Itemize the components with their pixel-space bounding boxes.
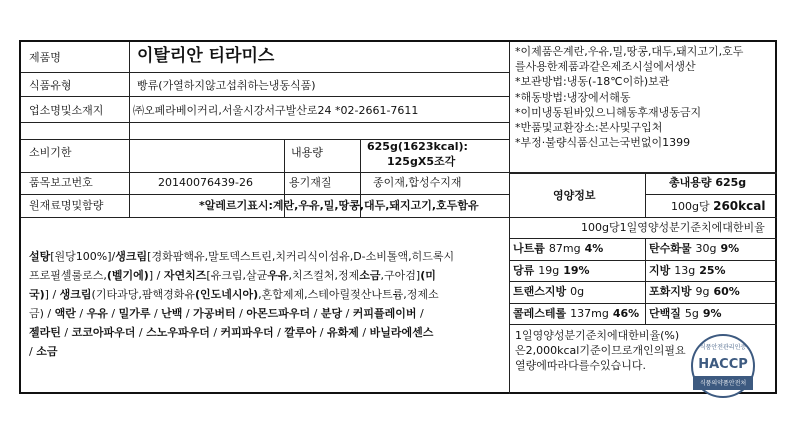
nutrient-part: 9g	[695, 285, 710, 298]
nutrient-cell	[649, 264, 730, 278]
nutrient-part: 트랜스지방	[513, 285, 567, 298]
nutrient-part: 탄수화물	[649, 242, 692, 255]
report-value: 20140076439-26	[158, 176, 253, 189]
note-line: *이미냉동된바있으니해동후재냉동금지	[515, 105, 702, 119]
nutrient-part: 19g	[538, 263, 560, 277]
maker-label: 업소명및소재지	[29, 104, 104, 117]
note-line: *반품및교환장소:본사및구입처	[515, 121, 663, 135]
note-line: *부정·불량식품신고는국번없이1399	[515, 136, 691, 150]
nutrient-part: 9%	[702, 306, 722, 320]
nutrient-part: 0g	[570, 285, 585, 298]
nutrition-total: 총내용량 625g	[669, 176, 747, 189]
seal-bottom-text: 식품의약품안전처	[699, 380, 747, 387]
label-table	[19, 40, 777, 394]
nutrient-part: 단백질	[649, 306, 681, 320]
note-line: *이제품은계란,우유,밀,땅콩,대두,돼지고기,호두	[515, 45, 744, 58]
expiry-label: 소비기한	[29, 146, 72, 159]
seal-top-text: 식품안전관리인증	[699, 344, 747, 351]
notes-block	[515, 44, 775, 150]
nutrient-part: 46%	[612, 306, 640, 320]
volume-value-2: 125gX5조각	[387, 155, 456, 168]
footnote-line: 은2,000kcal기준이므로개인의필요	[515, 344, 686, 357]
nutrient-part: 25%	[699, 263, 726, 277]
nutrient-part: 콜레스테롤	[513, 306, 567, 320]
product-name-label: 제품명	[29, 51, 61, 64]
nutrition-serving	[671, 199, 765, 214]
nutrient-part: 60%	[713, 285, 740, 298]
ingredients-line: 국)] / 생크림(기타과당,팜핵경화유(인도네시아),혼합제제,스테아릴젖산나트륨,정제소	[29, 288, 439, 301]
nutrition-header: 100g당1일영양성분기준치에대한비율	[581, 221, 765, 234]
nutrient-part: 137mg	[570, 306, 609, 320]
nutrient-part: 9%	[720, 242, 740, 255]
nutrient-part: 지방	[649, 263, 671, 277]
nutrient-part: 87mg	[548, 242, 581, 255]
report-label: 품목보고번호	[29, 176, 93, 189]
ingredients-label: 원재료명및함량	[29, 199, 104, 212]
ingredients-line: / 소금	[29, 345, 58, 358]
nutrient-part: 당류	[513, 263, 535, 277]
food-type-value: 빵류(가열하지않고섭취하는냉동식품)	[137, 79, 316, 92]
volume-value-1: 625g(1623kcal):	[367, 140, 468, 153]
nutrient-part: 4%	[584, 242, 604, 255]
nutrition-title: 영양정보	[553, 189, 596, 202]
ingredients-line: 젤라틴 / 코코아파우더 / 스노우파우더 / 커피파우더 / 깔루아 / 유화제 / 바닐라에센스	[29, 326, 434, 339]
haccp-seal-icon	[691, 334, 755, 398]
volume-label: 내용량	[291, 146, 323, 159]
serving-kcal: 260kcal	[713, 199, 766, 213]
maker-value: ㈜오페라베이커리,서울시강서구발산로24 *02-2661-7611	[133, 104, 419, 117]
footnote-line: 열량에따라다를수있습니다.	[515, 359, 647, 372]
nutrient-part: 5g	[684, 306, 699, 320]
package-label: 용기재질	[289, 176, 332, 189]
nutrient-part: 30g	[695, 242, 717, 255]
nutrient-part: 13g	[674, 263, 696, 277]
note-line: *보관방법:냉동(-18℃이하)보관	[515, 75, 670, 89]
nutrient-cell	[513, 307, 643, 321]
serving-grams: 100g당	[671, 200, 710, 213]
nutrient-cell	[513, 264, 594, 278]
nutrient-part: 19%	[563, 263, 590, 277]
ingredients-line: 설탕[원당100%]/생크림[경화팜핵유,말토덱스트린,치커리식이섬유,D-소비톨액,히드록시	[29, 250, 455, 263]
ingredients-text	[29, 247, 511, 361]
note-line: 를사용한제품과같은제조시설에서생산	[515, 60, 696, 74]
note-line: *해동방법:냉장에서해동	[515, 90, 631, 104]
nutrient-part: 나트륨	[513, 242, 545, 255]
food-type-label: 식품유형	[29, 79, 72, 92]
nutrient-part: 포화지방	[649, 285, 692, 298]
ingredients-line: 금) / 액란 / 우유 / 밀가루 / 난백 / 가공버터 / 아몬드파우더 / 분당 / 커피플레이버 /	[29, 307, 424, 320]
nutrition-footnote	[515, 328, 695, 373]
nutrient-cell	[649, 242, 743, 256]
nutrient-cell	[649, 285, 744, 299]
package-value: 종이재,합성수지재	[373, 176, 462, 189]
nutrient-cell	[513, 285, 592, 299]
seal-main-text: HACCP	[698, 357, 748, 372]
nutrient-cell	[649, 307, 726, 321]
allergy-value: *알레르기표시:계란,우유,밀,땅콩,대두,돼지고기,호두함유	[199, 199, 479, 212]
ingredients-line: 프로필셀룰로스,(벨기에)] / 자연치즈[유크림,살균우유,치즈컬처,정제소금,구아검](미	[29, 269, 436, 282]
product-name: 이탈리안 티라미스	[137, 46, 275, 66]
nutrient-cell	[513, 242, 607, 256]
footnote-line: 1일영양성분기준치에대한비율(%)	[515, 329, 680, 342]
